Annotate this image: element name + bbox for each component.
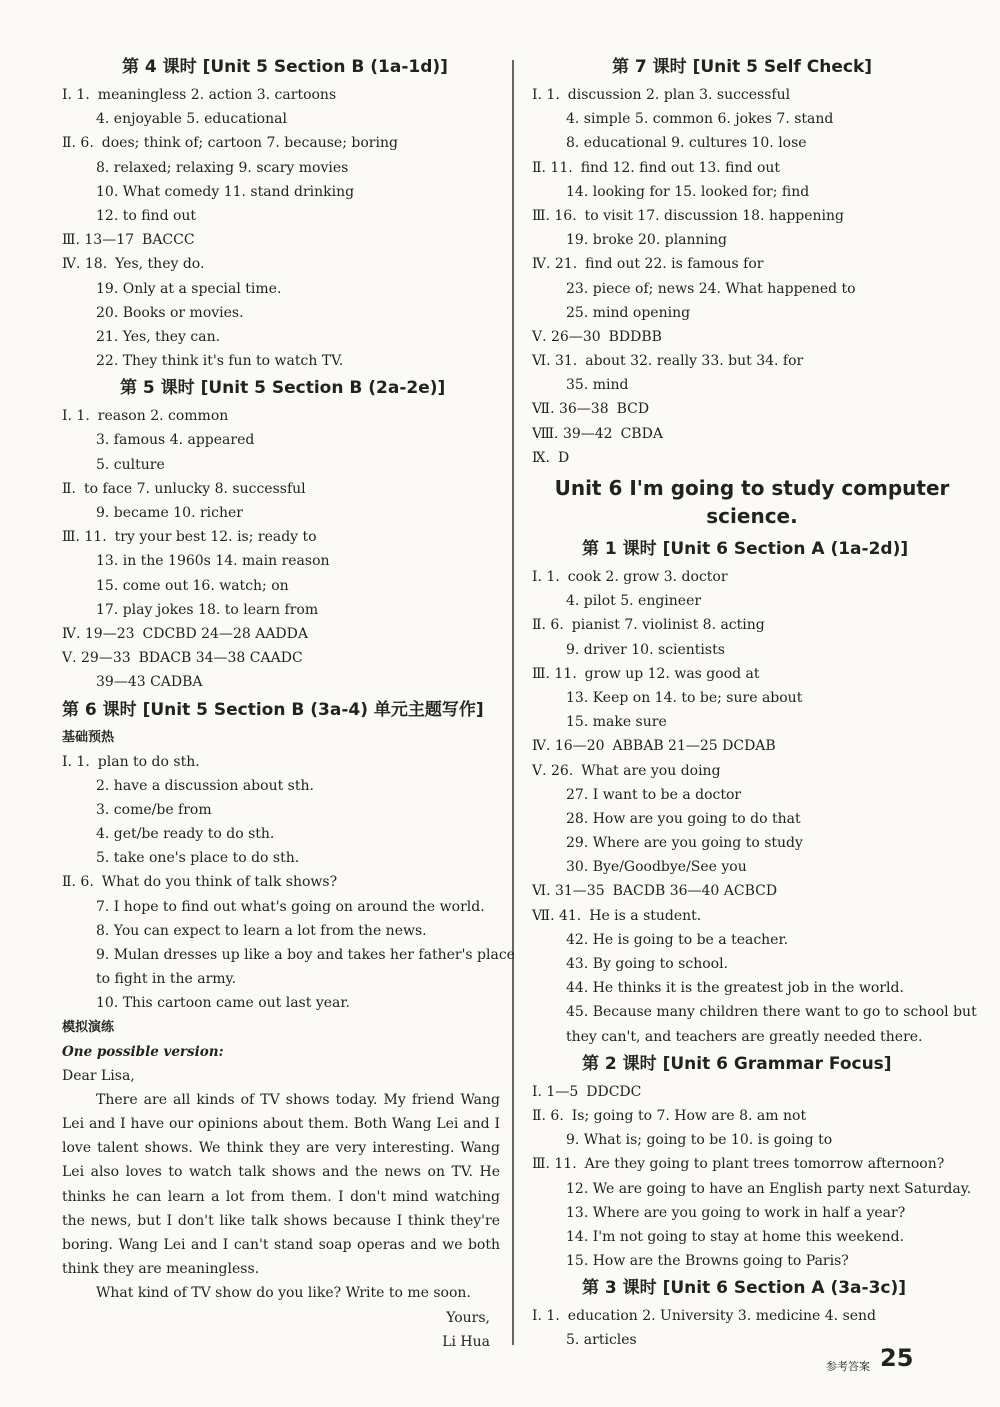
- answer-text: discussion 2. plan 3. successful: [567, 87, 791, 103]
- answer-text: education 2. University 3. medicine 4. send: [567, 1308, 877, 1325]
- answer-text: 8. relaxed; relaxing 9. scary movies: [96, 159, 349, 176]
- answer-text: 15. How are the Browns going to Paris?: [566, 1253, 849, 1270]
- answer-text: 7. I hope to find out what's going on around the world.: [96, 898, 485, 915]
- letter-closing: Yours,: [446, 1309, 490, 1326]
- answer-line: [62, 180, 500, 204]
- section-label-warmup: 基础预热: [62, 729, 115, 745]
- answer-text: 19. Only at a special time.: [96, 280, 282, 297]
- item-number: Ⅰ. 1.: [62, 408, 90, 425]
- answer-line: [532, 107, 972, 131]
- item-number: Ⅴ. 29—33: [62, 650, 131, 667]
- answer-text: BCD: [616, 401, 650, 418]
- item-number: Ⅱ. 6.: [62, 135, 94, 152]
- answer-line: [532, 131, 972, 155]
- answer-text: 8. You can expect to learn a lot from the news.: [96, 922, 427, 939]
- answer-line: [532, 397, 972, 421]
- answer-text: find 12. find out 13. find out: [580, 159, 781, 176]
- lesson-4-title: 第 4 课时 [Unit 5 Section B (1a-1d)]: [122, 57, 448, 77]
- answer-text: find out 22. is famous for: [585, 256, 764, 273]
- item-number: Ⅲ. 11.: [62, 529, 107, 546]
- item-number: Ⅳ. 19—23: [62, 625, 135, 642]
- item-number: Ⅰ. 1—5: [532, 1083, 579, 1100]
- answer-line: [532, 1104, 972, 1128]
- answer-line: [532, 855, 972, 879]
- answer-line: [532, 422, 972, 446]
- item-number: Ⅲ. 11.: [532, 1156, 577, 1173]
- answer-line: [532, 686, 972, 710]
- answer-text: to fight in the army.: [96, 971, 237, 988]
- answer-text: does; think of; cartoon 7. because; boring: [101, 135, 398, 152]
- answer-line: [62, 204, 500, 228]
- answer-line: [62, 428, 500, 452]
- answer-text: 4. simple 5. common 6. jokes 7. stand: [566, 111, 834, 128]
- answer-text: 14. I'm not going to stay at home this weekend.: [566, 1228, 905, 1245]
- answer-text: to visit 17. discussion 18. happening: [584, 207, 844, 224]
- item-number: Ⅳ. 16—20: [532, 738, 605, 755]
- answer-text: 5. articles: [566, 1332, 637, 1349]
- unit-6-heading: [532, 474, 972, 530]
- letter-signature: Li Hua: [442, 1333, 490, 1350]
- answer-line: [532, 1249, 972, 1273]
- page-number: 25: [880, 1344, 914, 1372]
- section-label-practice: 模拟演练: [62, 1019, 115, 1035]
- answer-text: 13. Where are you going to work in half a year?: [566, 1204, 906, 1221]
- answer-text: to face 7. unlucky 8. successful: [83, 480, 306, 497]
- answer-line: [62, 477, 500, 501]
- unit-6-heading-line-1: Unit 6 I'm going to study computer: [554, 476, 950, 500]
- answer-line: [62, 574, 500, 598]
- answer-line: [62, 349, 500, 373]
- answer-line: [532, 759, 972, 783]
- answer-text: 2. have a discussion about sth.: [96, 777, 314, 794]
- item-number: Ⅱ. 6.: [62, 874, 94, 891]
- answer-text: plan to do sth.: [97, 753, 200, 770]
- answer-line: [62, 967, 500, 991]
- item-number: Ⅴ. 26—30: [532, 328, 601, 345]
- footer-label: 参考答案: [826, 1360, 870, 1373]
- answer-line: [532, 879, 972, 903]
- answer-text: What do you think of talk shows?: [101, 874, 338, 891]
- unit6-lesson-2-title: 第 2 课时 [Unit 6 Grammar Focus]: [582, 1053, 892, 1074]
- version-label: One possible version:: [62, 1043, 224, 1060]
- letter-paragraph-2: What kind of TV show do you like? Write to me soon.: [96, 1285, 471, 1302]
- unit6-lesson-1-answers: [532, 565, 977, 1049]
- item-number: Ⅰ. 1.: [532, 1308, 560, 1325]
- answer-line: [532, 1225, 972, 1249]
- answer-line: [62, 277, 500, 301]
- answer-line: [532, 1080, 972, 1104]
- answer-text: Is; going to 7. How are 8. am not: [571, 1107, 807, 1124]
- answer-line: [62, 107, 500, 131]
- answer-line: [532, 831, 972, 855]
- answer-line: [62, 301, 500, 325]
- answer-text: BACCC: [142, 232, 195, 249]
- answer-text: 20. Books or movies.: [96, 304, 244, 321]
- lesson-6-answers: [62, 750, 515, 1016]
- answer-text: Are they going to plant trees tomorrow afternoon?: [584, 1156, 945, 1173]
- item-number: Ⅰ. 1.: [532, 87, 560, 103]
- answer-line: [532, 1177, 972, 1201]
- item-number: Ⅵ. 31—35: [532, 883, 605, 900]
- answer-text: 25. mind opening: [566, 304, 691, 321]
- answer-line: [532, 373, 972, 397]
- item-number: Ⅴ. 26.: [532, 762, 574, 779]
- answer-line: [532, 204, 972, 228]
- answer-line: [62, 919, 500, 943]
- answer-line: [62, 404, 500, 428]
- answer-text: 5. culture: [96, 456, 165, 473]
- answer-text: 9. What is; going to be 10. is going to: [566, 1132, 833, 1149]
- answer-line: [532, 180, 972, 204]
- answer-line: [62, 991, 500, 1015]
- item-number: Ⅰ. 1.: [62, 87, 90, 103]
- answer-line: [532, 1025, 972, 1049]
- answer-text: 8. educational 9. cultures 10. lose: [566, 135, 807, 152]
- lesson-5-title: 第 5 课时 [Unit 5 Section B (2a-2e)]: [120, 378, 446, 399]
- unit6-lesson-1-title: 第 1 课时 [Unit 6 Section A (1a-2d)]: [582, 539, 909, 559]
- answer-line: [532, 1201, 972, 1225]
- answer-line: [532, 904, 972, 928]
- answer-line: [62, 895, 500, 919]
- unit6-lesson-2-answers: [532, 1080, 972, 1274]
- answer-text: they can't, and teachers are greatly needed there.: [566, 1028, 923, 1045]
- answer-text: grow up 12. was good at: [584, 665, 760, 682]
- answer-line: [532, 277, 972, 301]
- item-number: Ⅱ.: [62, 480, 76, 497]
- answer-text: 22. They think it's fun to watch TV.: [96, 353, 344, 370]
- answer-line: [62, 83, 500, 107]
- answer-line: [532, 1000, 977, 1024]
- answer-text: 27. I want to be a doctor: [566, 786, 742, 803]
- answer-line: [62, 453, 500, 477]
- answer-text: 23. piece of; news 24. What happened to: [566, 280, 856, 297]
- answer-text: BACDB 36—40 ACBCD: [612, 883, 778, 900]
- answer-text: 17. play jokes 18. to learn from: [96, 601, 319, 618]
- answer-text: 43. By going to school.: [566, 956, 728, 972]
- item-number: Ⅶ. 36—38: [532, 401, 609, 418]
- answer-line: [62, 870, 500, 894]
- answer-line: [62, 750, 500, 774]
- answer-line: [62, 131, 500, 155]
- answer-line: [532, 952, 972, 976]
- answer-text: meaningless 2. action 3. cartoons: [97, 87, 337, 103]
- lesson-5-answers: [62, 404, 500, 694]
- item-number: Ⅲ. 13—17: [62, 232, 135, 249]
- answer-line: [532, 565, 972, 589]
- answer-text: 10. What comedy 11. stand drinking: [96, 183, 355, 200]
- answer-text: 9. became 10. richer: [96, 505, 243, 521]
- lesson-6-title: 第 6 课时 [Unit 5 Section B (3a-4) 单元主题写作]: [62, 699, 484, 720]
- answer-line: [532, 613, 972, 637]
- answer-line: [62, 549, 500, 573]
- unit6-lesson-3-title: 第 3 课时 [Unit 6 Section A (3a-3c)]: [582, 1278, 907, 1299]
- item-number: Ⅸ.: [532, 449, 550, 466]
- item-number: Ⅶ. 41.: [532, 907, 582, 924]
- answer-text: 3. come/be from: [96, 801, 212, 818]
- answer-line: [532, 734, 972, 758]
- answer-text: What are you doing: [581, 762, 721, 779]
- answer-text: 9. Mulan dresses up like a boy and takes her father's place: [96, 947, 515, 963]
- answer-line: [532, 928, 972, 952]
- item-number: Ⅱ. 11.: [532, 159, 573, 176]
- answer-text: D: [557, 449, 570, 466]
- answer-line: [62, 252, 500, 276]
- answer-line: [62, 846, 500, 870]
- answer-text: 5. take one's place to do sth.: [96, 850, 300, 867]
- answer-line: [62, 525, 500, 549]
- answer-line: [62, 156, 500, 180]
- item-number: Ⅵ. 31.: [532, 353, 578, 370]
- answer-text: 12. to find out: [96, 207, 197, 224]
- answer-text: 15. make sure: [566, 714, 667, 731]
- item-number: Ⅰ. 1.: [62, 753, 90, 770]
- answer-text: 10. This cartoon came out last year.: [96, 995, 350, 1012]
- answer-text: 14. looking for 15. looked for; find: [566, 183, 810, 200]
- answer-line: [62, 670, 500, 694]
- unit-6-heading-line-2: science.: [706, 504, 798, 528]
- column-divider: [512, 60, 514, 1345]
- answer-line: [62, 822, 500, 846]
- answer-text: Yes, they do.: [115, 256, 205, 273]
- answer-text: DDCDC: [586, 1083, 642, 1100]
- answer-line: [532, 301, 972, 325]
- answer-line: [62, 774, 500, 798]
- item-number: Ⅷ. 39—42: [532, 425, 613, 442]
- answer-line: [532, 662, 972, 686]
- item-number: Ⅳ. 21.: [532, 256, 578, 273]
- answer-line: [532, 807, 972, 831]
- answer-text: 44. He thinks it is the greatest job in the world.: [566, 980, 904, 997]
- answer-text: 3. famous 4. appeared: [96, 432, 255, 449]
- answer-text: reason 2. common: [97, 408, 229, 425]
- answer-text: try your best 12. is; ready to: [114, 529, 317, 546]
- answer-text: 21. Yes, they can.: [96, 328, 221, 345]
- answer-line: [62, 798, 500, 822]
- answer-line: [62, 622, 500, 646]
- item-number: Ⅱ. 6.: [532, 1107, 564, 1124]
- answer-text: CBDA: [620, 425, 663, 442]
- answer-line: [532, 1128, 972, 1152]
- answer-line: [532, 252, 972, 276]
- right-column: [532, 52, 977, 1353]
- answer-text: 13. Keep on 14. to be; sure about: [566, 689, 803, 706]
- answer-line: [532, 228, 972, 252]
- lesson-4-answers: [62, 83, 500, 373]
- answer-text: 39—43 CADBA: [96, 674, 203, 691]
- answer-line: [62, 943, 515, 967]
- answer-text: ABBAB 21—25 DCDAB: [612, 738, 776, 755]
- answer-text: 9. driver 10. scientists: [566, 641, 725, 658]
- left-column: [62, 52, 515, 1354]
- answer-text: 29. Where are you going to study: [566, 835, 803, 852]
- answer-text: He is a student.: [589, 907, 702, 924]
- answer-text: 15. come out 16. watch; on: [96, 577, 289, 594]
- answer-text: about 32. really 33. but 34. for: [585, 353, 804, 370]
- answer-line: [532, 1152, 972, 1176]
- answer-line: [532, 783, 972, 807]
- answer-line: [532, 325, 972, 349]
- answer-line: [532, 1304, 972, 1328]
- answer-line: [532, 446, 972, 470]
- item-number: Ⅲ. 16.: [532, 207, 577, 224]
- lesson-7-answers: [532, 83, 972, 470]
- answer-line: [532, 589, 972, 613]
- answer-text: 13. in the 1960s 14. main reason: [96, 553, 330, 570]
- item-number: Ⅲ. 11.: [532, 665, 577, 682]
- answer-line: [62, 325, 500, 349]
- letter-paragraph-1: There are all kinds of TV shows today. My friend Wang Lei and I have our opinions about them. Both Wang Lei and I love talent shows. We think they are very interesting. Wang Lei also loves to watch talk shows and the news on TV. He thinks he can learn a lot from them. I don't mind watching the news, but I don't like talk shows because I think they're boring. Wang Lei and I can't stand soap operas and we both think they are meaningless.: [62, 1091, 500, 1278]
- answer-text: pianist 7. violinist 8. acting: [571, 617, 765, 634]
- item-number: Ⅱ. 6.: [532, 617, 564, 634]
- item-number: Ⅳ. 18.: [62, 256, 108, 273]
- letter-salutation: Dear Lisa,: [62, 1067, 135, 1084]
- answer-line: [532, 349, 972, 373]
- answer-line: [532, 638, 972, 662]
- answer-line: [532, 710, 972, 734]
- answer-text: 45. Because many children there want to go to school but: [566, 1004, 977, 1021]
- answer-line: [532, 83, 972, 107]
- answer-text: 35. mind: [566, 377, 629, 394]
- answer-text: 12. We are going to have an English party next Saturday.: [566, 1180, 972, 1197]
- answer-line: [62, 501, 500, 525]
- answer-line: [532, 976, 972, 1000]
- answer-text: 19. broke 20. planning: [566, 232, 728, 249]
- answer-text: 30. Bye/Goodbye/See you: [566, 859, 747, 876]
- answer-text: 28. How are you going to do that: [566, 810, 801, 827]
- answer-text: cook 2. grow 3. doctor: [567, 569, 728, 585]
- answer-text: 4. pilot 5. engineer: [566, 593, 702, 610]
- item-number: Ⅰ. 1.: [532, 569, 560, 585]
- answer-text: 4. get/be ready to do sth.: [96, 826, 275, 843]
- answer-line: [62, 646, 500, 670]
- answer-line: [62, 598, 500, 622]
- lesson-7-title: 第 7 课时 [Unit 5 Self Check]: [612, 57, 873, 77]
- answer-text: BDDBB: [608, 328, 662, 345]
- answer-text: 4. enjoyable 5. educational: [96, 111, 287, 128]
- answer-line: [532, 156, 972, 180]
- answer-text: BDACB 34—38 CAADC: [138, 650, 303, 667]
- answer-line: [62, 228, 500, 252]
- answer-text: 42. He is going to be a teacher.: [566, 931, 789, 948]
- answer-text: CDCBD 24—28 AADDA: [142, 625, 308, 642]
